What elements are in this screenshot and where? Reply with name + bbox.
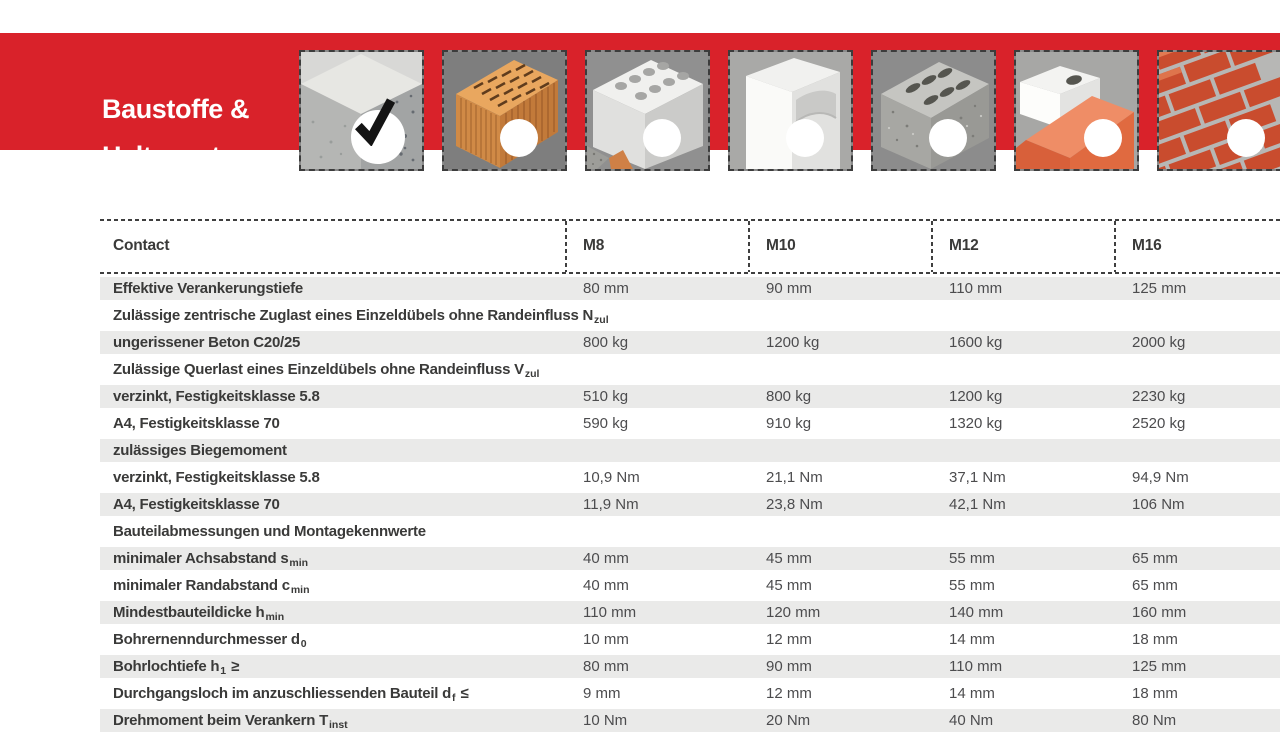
value-m16: 80 Nm — [1132, 712, 1177, 729]
row-label-operator: ≤ — [460, 685, 469, 702]
value-m10: 23,8 Nm — [766, 496, 823, 513]
table-row — [100, 383, 1280, 410]
table-row — [100, 464, 1280, 491]
value-m8: 11,9 Nm — [583, 496, 639, 513]
value-m10: 1200 kg — [766, 334, 820, 351]
row-label-subscript: min — [289, 556, 309, 569]
table-row — [100, 599, 1280, 626]
row-label: Bauteilabmessungen und Montagekennwerte — [113, 523, 426, 540]
perforated-clay-brick-image — [444, 52, 565, 169]
value-m16: 65 mm — [1132, 577, 1178, 594]
row-label: Zulässige Querlast eines Einzeldübels ohne Randeinfluss V zul — [113, 361, 540, 380]
row-label: Durchgangsloch im anzuschliessenden Bauteil d f ≤ — [113, 685, 469, 704]
value-m16: 2520 kg — [1132, 415, 1186, 432]
value-m8: 80 mm — [583, 280, 629, 297]
value-m12: 55 mm — [949, 577, 995, 594]
value-m16: 2000 kg — [1132, 334, 1186, 351]
row-label-subscript: zul — [524, 367, 540, 380]
material-tile-sand-lime-perforated-brick[interactable] — [585, 50, 710, 171]
table-row — [100, 437, 1280, 464]
selection-marker — [1227, 119, 1265, 157]
value-m10: 90 mm — [766, 280, 812, 297]
hollow-concrete-block-image — [873, 52, 994, 169]
row-label: verzinkt, Festigkeitsklasse 5.8 — [113, 388, 320, 405]
value-m8: 80 mm — [583, 658, 629, 675]
material-tile-hollow-concrete-block[interactable] — [871, 50, 996, 171]
clay-brick-masonry-image — [1159, 52, 1280, 169]
row-label: A4, Festigkeitsklasse 70 — [113, 415, 280, 432]
aerated-concrete-block-image — [730, 52, 851, 169]
row-label: zulässiges Biegemoment — [113, 442, 287, 459]
material-tile-solid-clay-brick-masonry[interactable] — [1157, 50, 1280, 171]
column-header-m12: M12 — [949, 237, 979, 254]
value-m12: 1320 kg — [949, 415, 1003, 432]
row-label: Mindestbauteildicke h min — [113, 604, 285, 623]
value-m8: 110 mm — [583, 604, 637, 621]
column-header-contact: Contact — [113, 237, 170, 254]
row-label: verzinkt, Festigkeitsklasse 5.8 — [113, 469, 320, 486]
selection-marker — [643, 119, 681, 157]
column-header-m8: M8 — [583, 237, 605, 254]
row-label: Bohrernenndurchmesser d 0 — [113, 631, 307, 650]
value-m12: 14 mm — [949, 685, 995, 702]
selection-marker — [500, 119, 538, 157]
page-title-line2: Haltewerte — [102, 141, 235, 171]
value-m8: 800 kg — [583, 334, 629, 351]
page-title — [102, 86, 249, 180]
table-row — [100, 356, 1280, 383]
value-m12: 42,1 Nm — [949, 496, 1006, 513]
value-m10: 12 mm — [766, 631, 812, 648]
table-row — [100, 707, 1280, 734]
value-m10: 20 Nm — [766, 712, 811, 729]
value-m16: 2230 kg — [1132, 388, 1186, 405]
row-label: minimaler Randabstand c min — [113, 577, 310, 596]
value-m10: 90 mm — [766, 658, 812, 675]
value-m12: 1600 kg — [949, 334, 1003, 351]
anchor-values-table — [100, 219, 1280, 734]
value-m10: 12 mm — [766, 685, 812, 702]
table-row — [100, 518, 1280, 545]
value-m16: 18 mm — [1132, 631, 1178, 648]
check-icon — [347, 92, 401, 146]
table-body — [100, 275, 1280, 734]
selection-marker — [1084, 119, 1122, 157]
row-label-subscript: 1 — [220, 664, 227, 677]
row-label-subscript: min — [265, 610, 285, 623]
table-row — [100, 545, 1280, 572]
value-m10: 45 mm — [766, 577, 812, 594]
row-label-subscript: zul — [594, 313, 609, 326]
value-m16: 125 mm — [1132, 280, 1187, 297]
value-m16: 94,9 Nm — [1132, 469, 1189, 486]
value-m16: 65 mm — [1132, 550, 1178, 567]
value-m16: 125 mm — [1132, 658, 1187, 675]
value-m10: 21,1 Nm — [766, 469, 823, 486]
table-row — [100, 329, 1280, 356]
table-row — [100, 680, 1280, 707]
column-header-m16: M16 — [1132, 237, 1162, 254]
row-label: A4, Festigkeitsklasse 70 — [113, 496, 280, 513]
row-label: Drehmoment beim Verankern T inst — [113, 712, 348, 731]
material-tile-solid-sand-lime-brick[interactable] — [1014, 50, 1139, 171]
value-m12: 140 mm — [949, 604, 1004, 621]
value-m10: 120 mm — [766, 604, 821, 621]
solid-sand-lime-brick-image — [1016, 52, 1137, 169]
value-m12: 110 mm — [949, 658, 1003, 675]
row-label: Zulässige zentrische Zuglast eines Einzeldübels ohne Randeinfluss N zul — [113, 307, 609, 326]
value-m8: 510 kg — [583, 388, 629, 405]
value-m8: 9 mm — [583, 685, 621, 702]
material-tile-perforated-clay-brick[interactable] — [442, 50, 567, 171]
material-tile-aerated-concrete-block[interactable] — [728, 50, 853, 171]
row-label-subscript: min — [290, 583, 310, 596]
column-header-m10: M10 — [766, 237, 796, 254]
material-tile-concrete[interactable] — [299, 50, 424, 171]
value-m8: 10,9 Nm — [583, 469, 640, 486]
selection-marker — [929, 119, 967, 157]
table-row — [100, 626, 1280, 653]
value-m8: 10 mm — [583, 631, 629, 648]
table-header-row — [100, 219, 1280, 273]
sand-lime-perforated-brick-image — [587, 52, 708, 169]
row-label: ungerissener Beton C20/25 — [113, 334, 301, 351]
row-label-subscript: f — [452, 691, 456, 704]
row-label-subscript: inst — [328, 718, 348, 731]
value-m12: 110 mm — [949, 280, 1003, 297]
row-label-operator: ≥ — [231, 658, 240, 675]
value-m12: 55 mm — [949, 550, 995, 567]
selection-marker — [351, 110, 405, 164]
row-label-subscript: 0 — [300, 637, 307, 650]
value-m8: 590 kg — [583, 415, 629, 432]
selection-marker — [786, 119, 824, 157]
value-m16: 18 mm — [1132, 685, 1178, 702]
table-row — [100, 653, 1280, 680]
value-m12: 1200 kg — [949, 388, 1003, 405]
value-m8: 40 mm — [583, 577, 629, 594]
value-m8: 10 Nm — [583, 712, 628, 729]
value-m10: 910 kg — [766, 415, 812, 432]
table-row — [100, 491, 1280, 518]
table-row — [100, 410, 1280, 437]
value-m16: 106 Nm — [1132, 496, 1185, 513]
value-m16: 160 mm — [1132, 604, 1187, 621]
table-row — [100, 302, 1280, 329]
row-label: minimaler Achsabstand s min — [113, 550, 309, 569]
table-row — [100, 572, 1280, 599]
table-row — [100, 275, 1280, 302]
row-label: Bohrlochtiefe h 1 ≥ — [113, 658, 240, 677]
value-m12: 40 Nm — [949, 712, 994, 729]
value-m12: 37,1 Nm — [949, 469, 1006, 486]
value-m10: 45 mm — [766, 550, 812, 567]
row-label: Effektive Verankerungstiefe — [113, 280, 304, 297]
value-m10: 800 kg — [766, 388, 812, 405]
value-m12: 14 mm — [949, 631, 995, 648]
page-title-line1: Baustoffe & — [102, 94, 250, 124]
value-m8: 40 mm — [583, 550, 629, 567]
